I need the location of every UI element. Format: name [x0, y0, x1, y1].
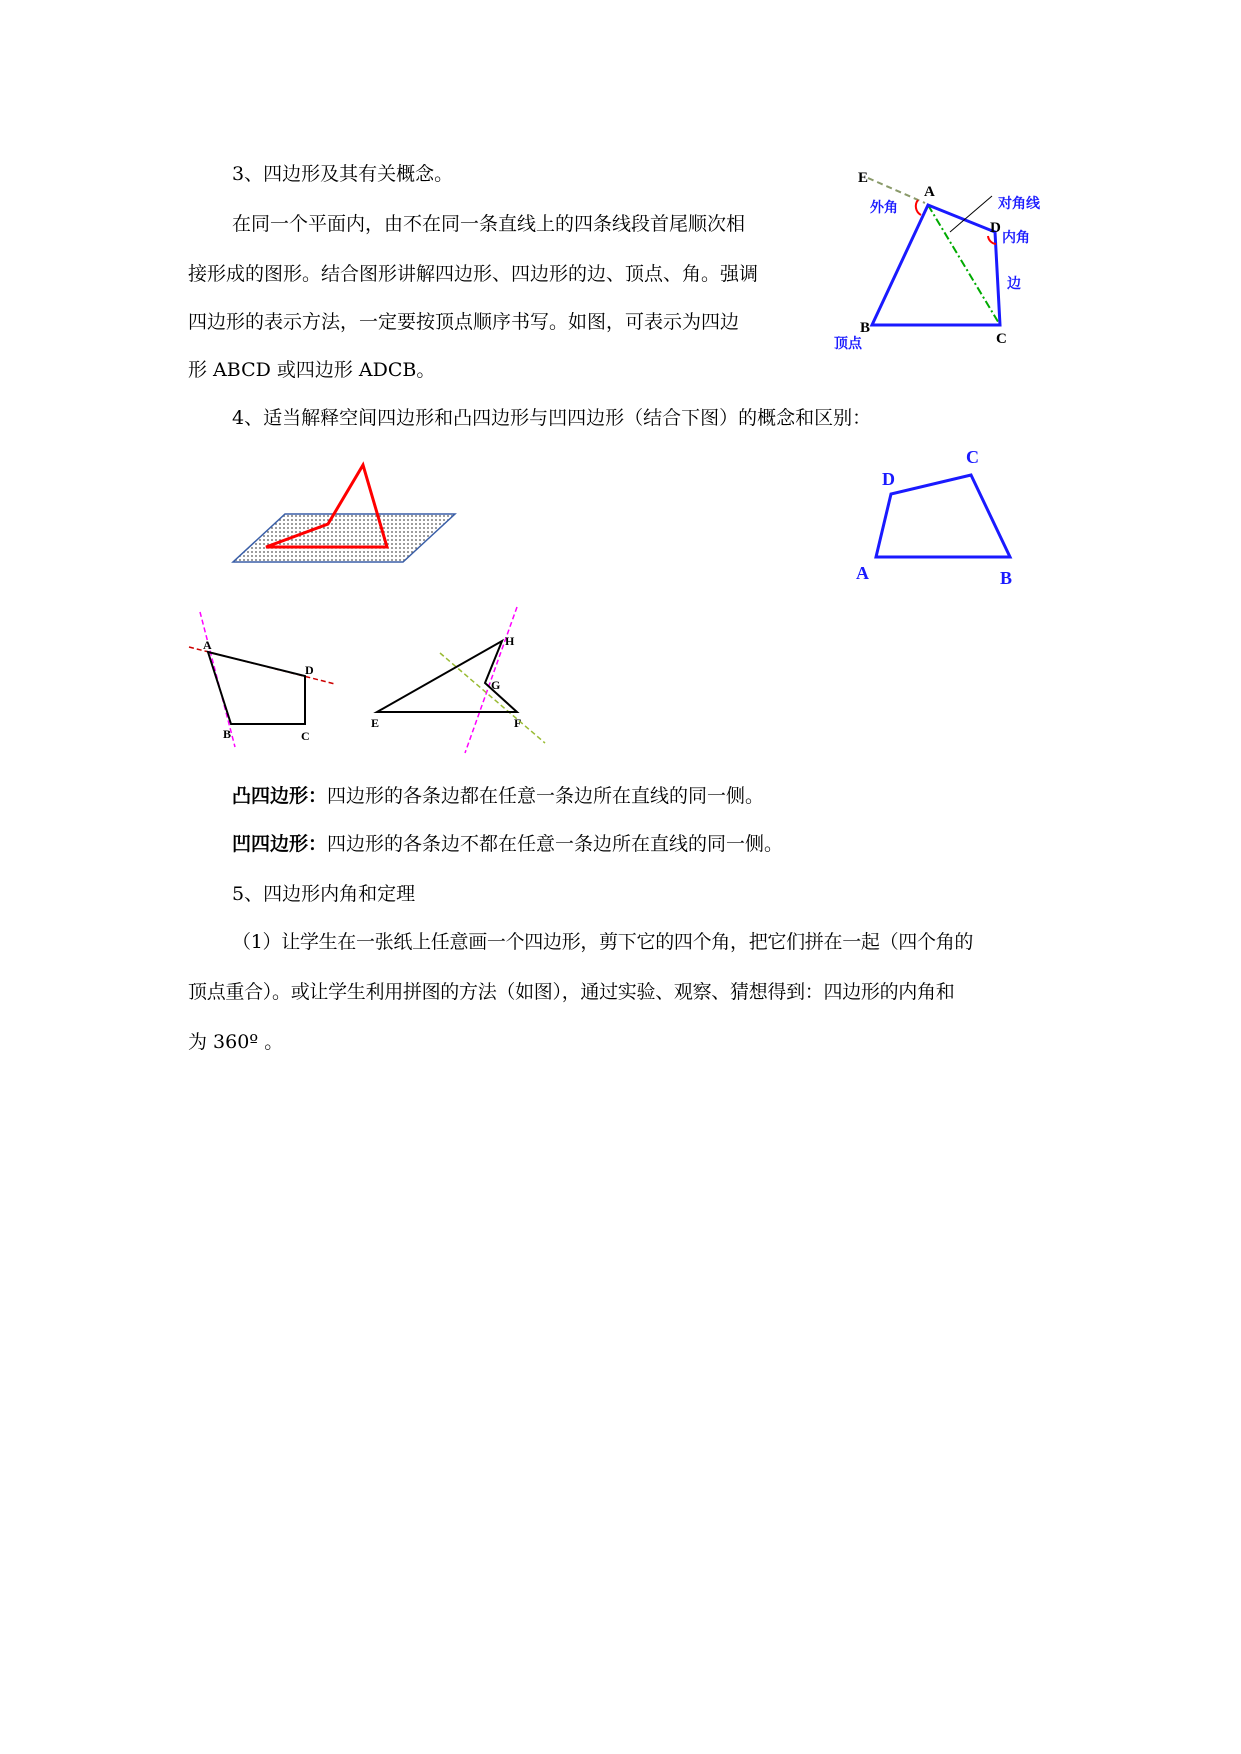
concave-definition: [232, 824, 783, 864]
section3-line1: 在同一个平面内，由不在同一条直线上的四条线段首尾顺次相: [232, 213, 746, 235]
convex-text: 四边形的各条边都在任意一条边所在直线的同一侧。: [327, 785, 765, 807]
section3-line3: 四边形的表示方法，一定要按顶点顺序书写。如图，可表示为四边: [188, 311, 740, 333]
section5-line2: 顶点重合）。或让学生利用拼图的方法（如图），通过实验、观察、猜想得到：四边形的内角和: [188, 981, 955, 1003]
label-A: A: [203, 638, 212, 652]
label-B: B: [860, 320, 871, 336]
quadrilateral-concept-figure: [830, 160, 1070, 350]
section3-line2: 接形成的图形。结合图形讲解四边形、四边形的边、顶点、角。强调: [188, 263, 759, 285]
concave-quadrilateral-figure: [365, 605, 555, 755]
spatial-quadrilateral-figure: [230, 450, 460, 570]
section3-line4: 形 ABCD 或四边形 ADCB。: [188, 359, 436, 381]
label-F: F: [514, 716, 522, 730]
convex-definition: [232, 776, 764, 816]
section3-heading: 3、四边形及其有关概念。: [232, 163, 454, 185]
quadrilateral-ABCD: [872, 205, 1000, 325]
label-D: D: [305, 663, 314, 677]
section5-heading: 5、四边形内角和定理: [232, 883, 416, 905]
quadrilateral-ABCD-blue: [876, 475, 1010, 557]
label-B: B: [1000, 568, 1013, 588]
label-diagonal: 对角线: [998, 196, 1040, 212]
label-A: A: [856, 563, 869, 583]
concave-text: 四边形的各条边不都在任意一条边所在直线的同一侧。: [327, 833, 784, 855]
label-A: A: [924, 184, 935, 200]
label-side: 边: [1007, 276, 1021, 292]
plane: [233, 514, 455, 562]
section4-heading: 4、适当解释空间四边形和凸四边形与凹四边形（结合下图）的概念和区别：: [232, 407, 872, 429]
convex-term: 凸四边形：: [232, 785, 328, 807]
label-H: H: [505, 634, 515, 648]
label-C: C: [996, 331, 1007, 347]
label-D: D: [882, 469, 895, 489]
convex-quadrilateral-figure: [840, 445, 1040, 588]
section5-line3: 为 360º 。: [188, 1031, 284, 1053]
label-D: D: [990, 220, 1001, 236]
label-E: E: [858, 170, 869, 186]
label-exterior-angle: 外角: [870, 200, 898, 216]
label-B: B: [223, 727, 232, 741]
quadrilateral-ABCD-black: [208, 652, 305, 724]
exterior-angle-arc: [916, 200, 921, 215]
diagonal-pointer-line: [950, 196, 992, 232]
convex-quadrilateral-lines-figure: [185, 612, 345, 752]
section5-line1: （1）让学生在一张纸上任意画一个四边形，剪下它的四个角，把它们拼在一起（四个角的: [232, 931, 974, 953]
label-C: C: [301, 729, 310, 743]
label-G: G: [491, 678, 501, 692]
label-C: C: [966, 447, 979, 467]
label-interior-angle: 内角: [1002, 230, 1030, 246]
label-E: E: [371, 716, 380, 730]
concave-term: 凹四边形：: [232, 833, 328, 855]
label-vertex: 顶点: [834, 336, 862, 352]
